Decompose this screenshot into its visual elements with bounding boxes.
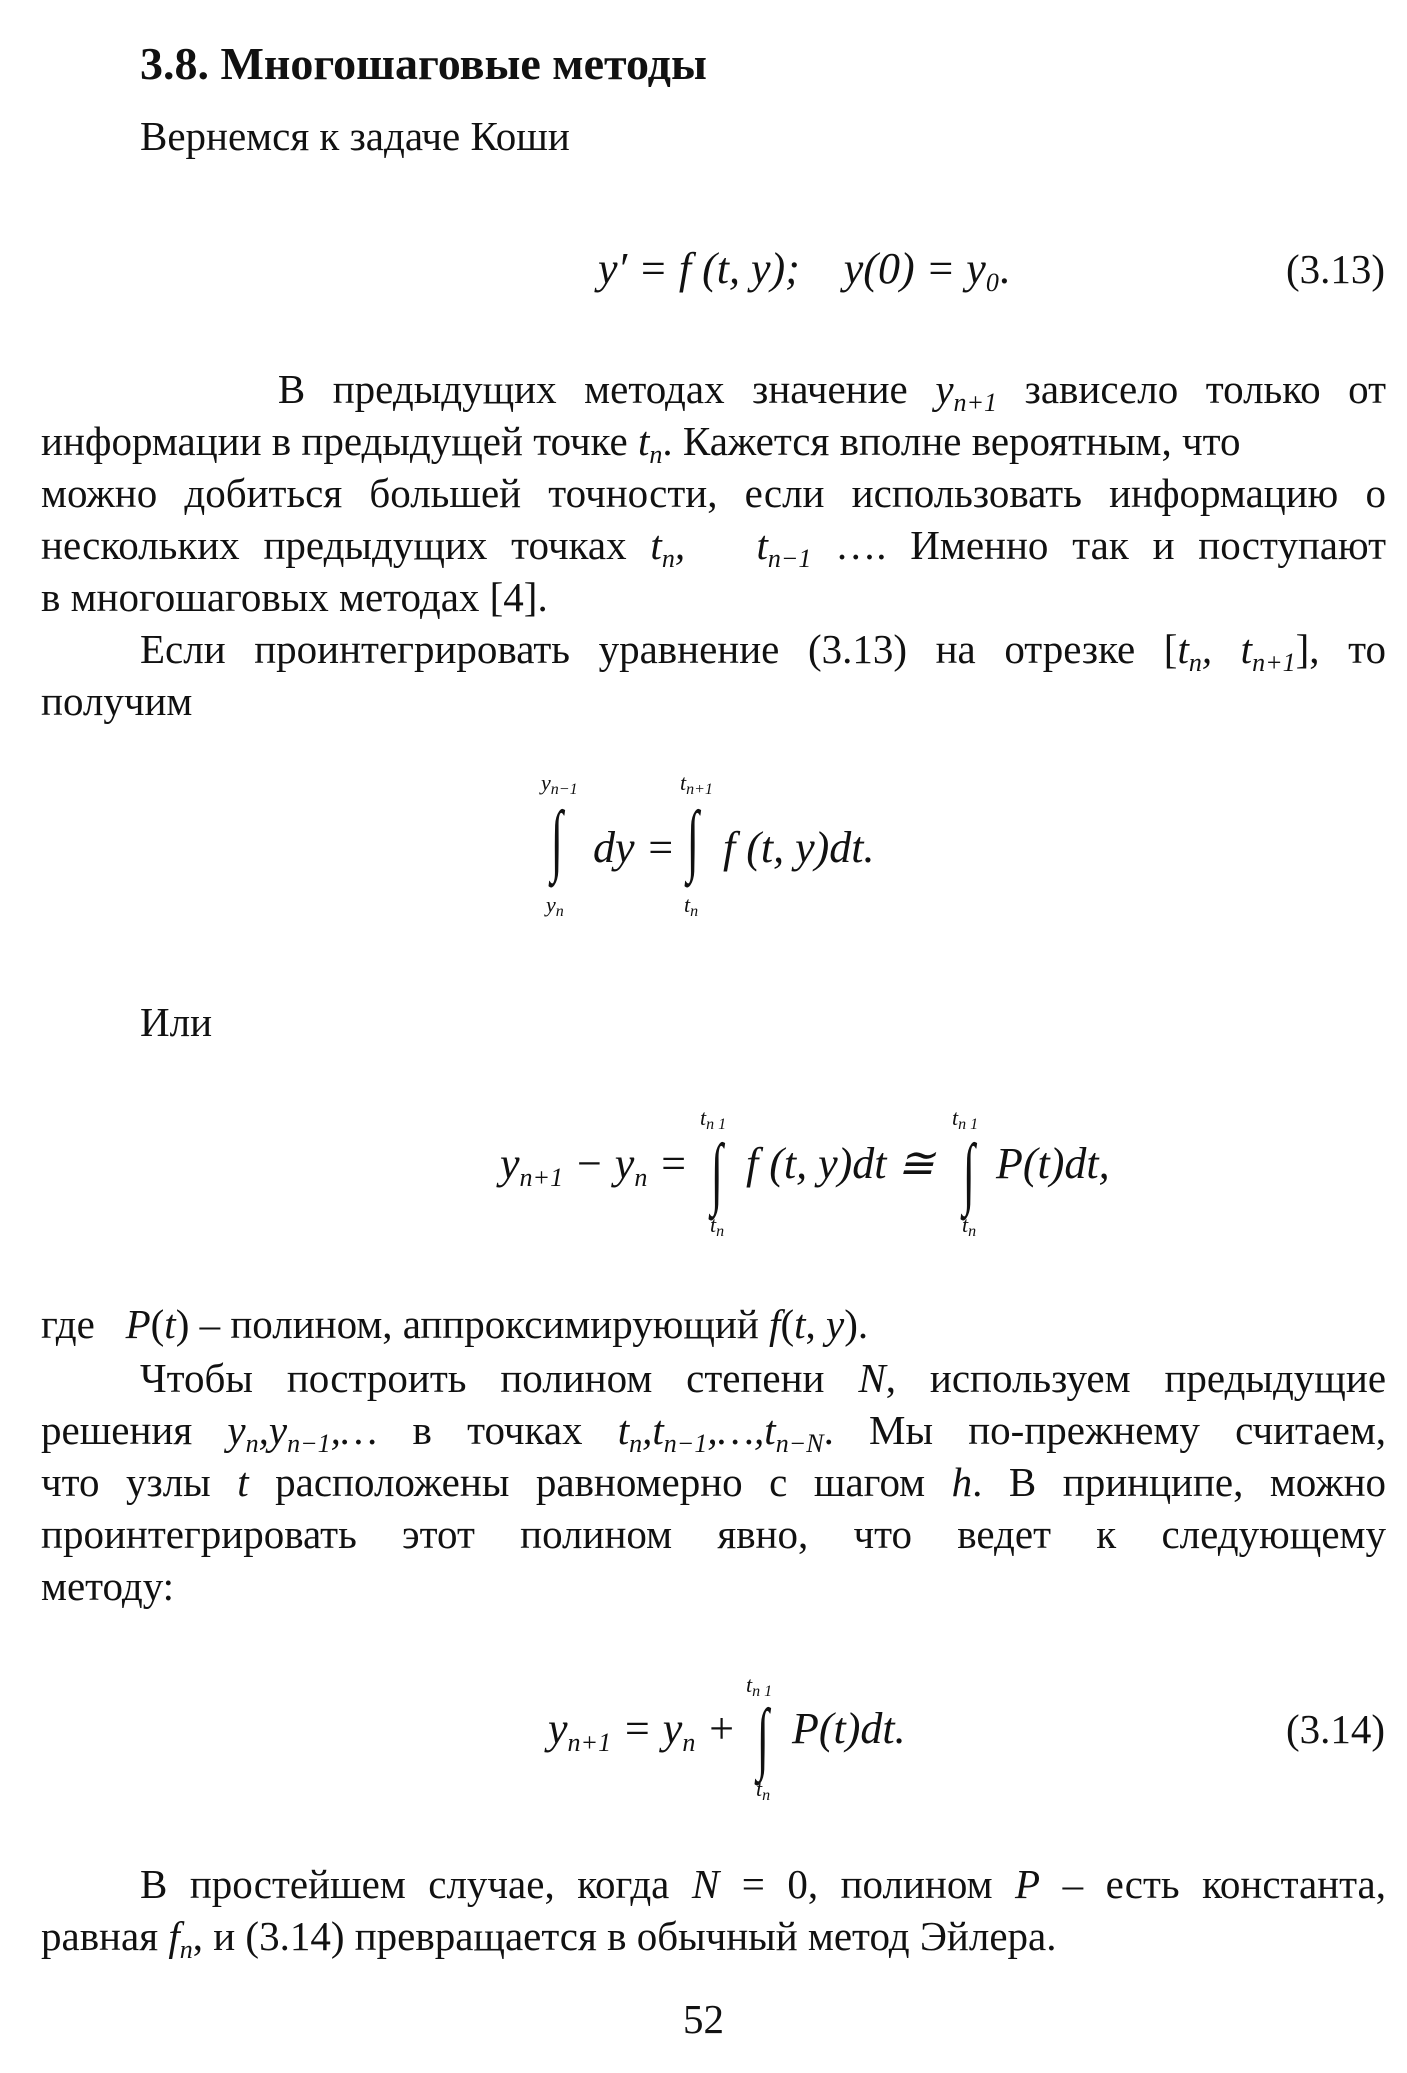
paragraph-line: получим [41,678,193,724]
paragraph-line: методу: [41,1563,175,1609]
paragraph-line: Или [140,999,213,1045]
paragraph-line: Чтобы построить полином степени N, используем предыдущие [140,1355,1387,1401]
paragraph-line: В предыдущих методах значение $y_{n+1}$ зависело только от [277,366,1387,417]
section-title: 3.8. Многошаговые методы [140,38,707,89]
equation-number-3-14: (3.14) [1285,1706,1385,1752]
paragraph-intro: Вернемся к задаче Коши [140,113,570,159]
equation-number-3-13: (3.13) [1285,246,1385,292]
paragraph-line: информации в предыдущей точке $t_n$. Кажется вполне вероятным, что [41,418,1241,469]
paragraph-line: можно добиться большей точности, если использовать информацию о [41,470,1386,516]
paragraph-line: где P(t) – полином, аппроксимирующий f(t, y). [41,1301,869,1347]
paragraph-line: что узлы t расположены равномерно с шагом h. В принципе, можно [41,1459,1387,1505]
document-page: 3.8. Многошаговые методы Вернемся к задаче Коши y′ = f (t, y); $y(0) = y_0$. (3.13) В предыдущих методах значение $y_{n+1}$ зависело только от информации в предыдущей точке $t_n$. Кажется вполне вероятным, что можно добиться большей точности, если использовать информацию о нескольких предыдущих точках $t_n$, $t_{n-1}$ …. Именно так и поступают в многошаговых методах [4]. Если проинтегрировать уравнение (3.13) на отрезке [$t_n$, $t_{n+1}$], то получим $y_{n-1}$ ∫ $y_n$ dy = $t_{n+1}$ ∫ $t_n$ f (t, y)dt. Или $y_{n+1} - y_n$ = $t_{n 1}$ ∫ $t_n$ f (t, y)dt ≅ $t_{n 1}$ ∫ $t_n$ P(t)dt, где P(t) – полином, аппроксимирующий f(t, y). Чтобы построить полином степени N, используем предыдущие решения $y_n,y_{n-1},\dots$ в точках $t_n,t_{n-1},\dots,t_{n-N}$. Мы по-прежнему считаем, что узлы t расположены равномерно с шагом h. В принципе, можно проинтегрировать этот полином явно, что ведет к следующему методу: $y_{n+1} = y_n$ + $t_{n 1}$ ∫ $t_n$ P(t)dt. (3.14) В простейшем случае, когда N = 0, полином P – есть константа, равная $f_n$, и (3.14) превращается в обычный метод Эйлера. 52 [0,0,1407,2073]
paragraph-line: в многошаговых методах [4]. [41,574,548,620]
paragraph-line: нескольких предыдущих точках $t_n$, $t_{n-1}$ …. Именно так и поступают [41,522,1386,573]
equation-3-13: y′ = f (t, y); $y(0) = y_0$. [598,244,1010,297]
paragraph-line: проинтегрировать этот полином явно, что ведет к следующему [41,1511,1386,1557]
paragraph-line: решения $y_n,y_{n-1},\dots$ в точках $t_n,t_{n-1},\dots,t_{n-N}$. Мы по-прежнему считаем, [41,1407,1387,1458]
paragraph-line: равная $f_n$, и (3.14) превращается в обычный метод Эйлера. [41,1913,1057,1964]
paragraph-line: В простейшем случае, когда N = 0, полином P – есть константа, [140,1861,1386,1907]
page-number: 52 [683,1996,724,2042]
paragraph-line: Если проинтегрировать уравнение (3.13) на отрезке [$t_n$, $t_{n+1}$], то [140,626,1386,677]
